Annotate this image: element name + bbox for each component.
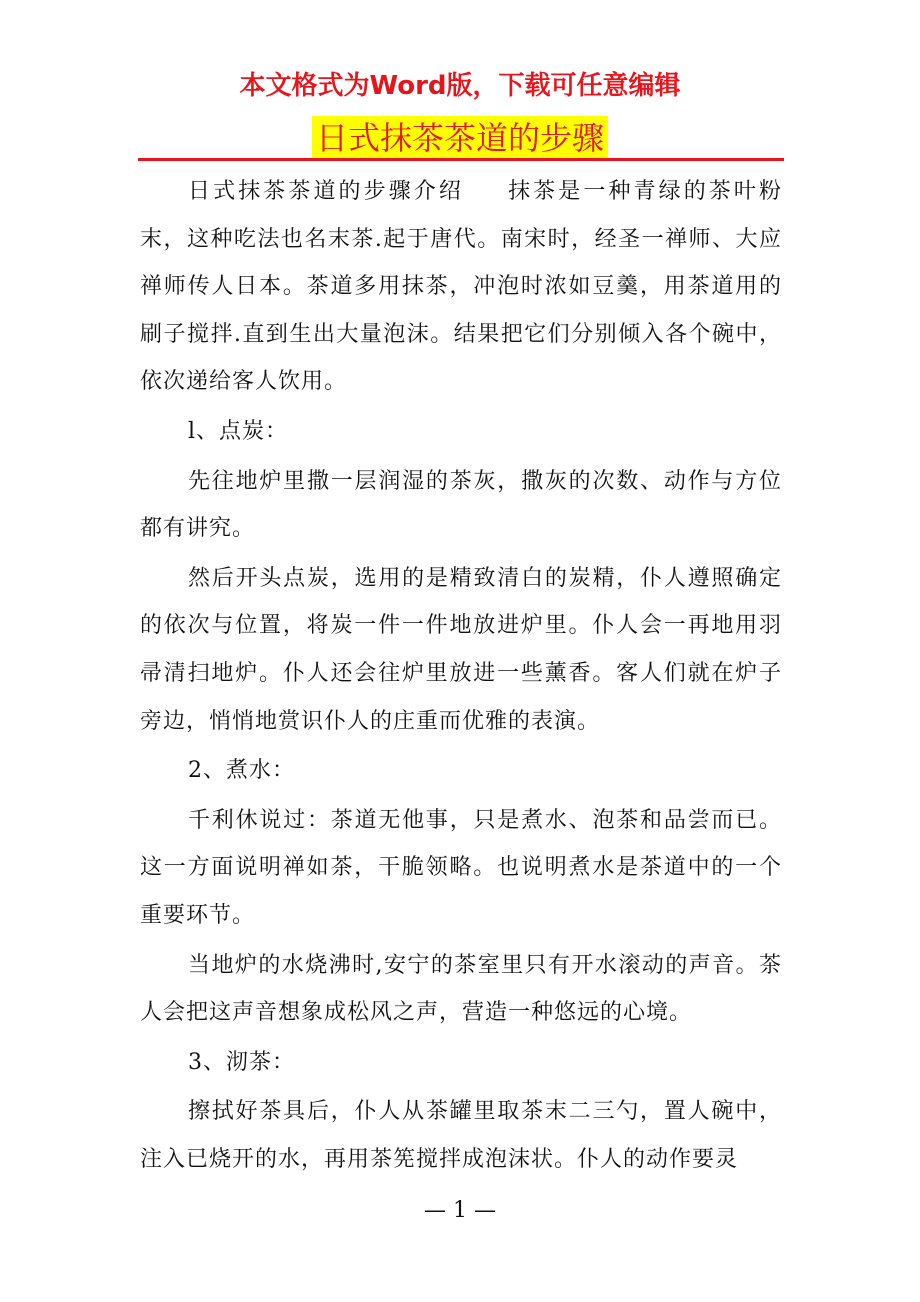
page-number: — 1 — bbox=[424, 1198, 496, 1223]
step1-paragraph-1: 先往地炉里撒一层润湿的茶灰，撒灰的次数、动作与方位都有讲究。 bbox=[140, 468, 782, 542]
step2-heading: 2、煮水： bbox=[188, 758, 295, 784]
format-notice-banner: 本文格式为Word版，下载可任意编辑 bbox=[239, 71, 681, 101]
step1-heading: l、点炭： bbox=[188, 418, 289, 444]
step1-paragraph-2: 然后开头点炭，选用的是精致清白的炭精，仆人遵照确定的依次与位置，将炭一件一件地放进炉里。仆人会一再地用羽帚清扫地炉。仆人还会往炉里放进一些薰香。客人们就在炉子旁边，悄悄地赏识仆人的庄重而优雅的表演。 bbox=[140, 565, 782, 734]
step2-paragraph-1: 千利休说过：茶道无他事，只是煮水、泡茶和品尝而已。这一方面说明禅如茶，干脆领略。也说明煮水是茶道中的一个重要环节。 bbox=[140, 807, 782, 928]
intro-label: 日式抹茶茶道的步骤介绍 bbox=[188, 179, 464, 204]
document-body bbox=[140, 168, 782, 1185]
intro-text: 抹茶是一种青绿的茶叶粉末，这种吃法也名末茶.起于唐代。南宋时，经圣一禅师、大应禅师传人日本。茶道多用抹茶，冲泡时浓如豆羹，用茶道用的刷子搅拌.直到生出大量泡沫。结果把它们分别倾入各个碗中，依次递给客人饮用。 bbox=[140, 179, 782, 395]
step3-heading: 3、沏茶： bbox=[188, 1049, 295, 1075]
document-title: 日式抹茶茶道的步骤 bbox=[312, 116, 608, 160]
title-divider bbox=[138, 158, 784, 161]
step2-paragraph-2: 当地炉的水烧沸时,安宁的茶室里只有开水滚动的声音。茶人会把这声音想象成松风之声，营造一种悠远的心境。 bbox=[140, 952, 782, 1026]
step3-paragraph-1: 擦拭好茶具后，仆人从茶罐里取茶末二三勺，置人碗中，注入已烧开的水，再用茶筅搅拌成泡沫状。仆人的动作要灵 bbox=[140, 1099, 782, 1172]
title-container bbox=[0, 116, 920, 160]
intro-paragraph bbox=[140, 168, 782, 406]
